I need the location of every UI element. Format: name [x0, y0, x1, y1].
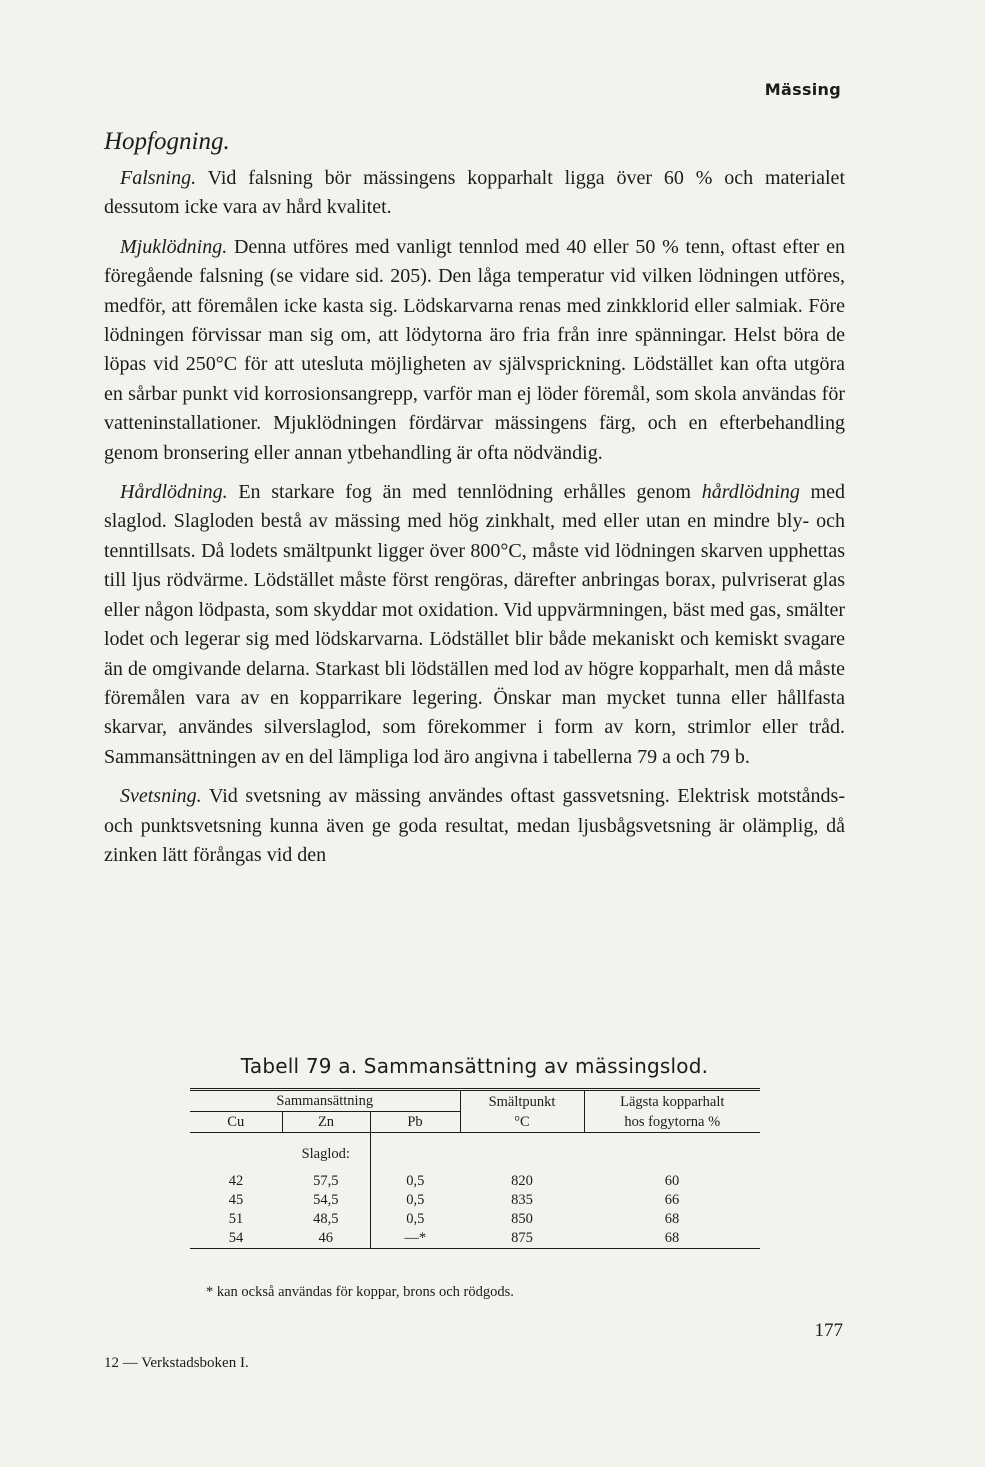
- table-row: [190, 1164, 760, 1191]
- cell-zn: 57,5: [313, 1173, 339, 1189]
- header-zn: Zn: [282, 1112, 370, 1133]
- cell-cu: 54: [228, 1230, 244, 1246]
- paragraph-hardlodning: [104, 478, 845, 772]
- cell-melt: 850: [511, 1211, 533, 1227]
- cell-pb: 0,5: [370, 1164, 460, 1191]
- cell-min: 68: [664, 1211, 680, 1227]
- header-min-copper-line2: hos fogytorna %: [624, 1113, 721, 1130]
- paragraph-falsning: [104, 164, 845, 223]
- paragraph-text: Vid svetsning av mässing användes oftast gassvetsning. Elektrisk motstånds- och punktsvetsning kunna även ge goda resultat, medan ljusbågsvetsning är olämplig, då zinken lätt förångas vid den: [104, 785, 845, 866]
- table-row: [190, 1229, 760, 1249]
- solder-composition-table: [190, 1088, 760, 1249]
- header-composition: Sammansättning: [190, 1090, 460, 1112]
- header-melting-point-line1: Smältpunkt: [488, 1093, 556, 1110]
- cell-min: 66: [664, 1192, 680, 1208]
- paragraph-text: En starkare fog än med tennlödning erhålles genom: [227, 481, 702, 504]
- inline-term: hårdlödning: [701, 481, 800, 504]
- paragraph-svetsning: [104, 782, 845, 870]
- paragraph-mjuklodning: [104, 233, 845, 468]
- table-title: Tabell 79 a. Sammansättning av mässingslod.: [240, 1054, 709, 1078]
- paragraph-text: Denna utföres med vanligt tennlod med 40 eller 50 % tenn, oftast efter en föregående falsning (se vidare sid. 205). Den låga temperatur vid vilken lödningen utföres, medför, att föremålen icke kasta sig. Lödskarvarna renas med zinkklorid eller salmiak. Före lödningen förvissar man sig om, att lödytorna äro fria från inre spänningar. Helst böra de löpas vid 250°C för att utesluta möjligheten av självsprickning. Lödstället kan ofta utgöra en sårbar punkt vid korrosionsangrepp, varför man ej löder föremål, som skola användas för vatteninstallationer. Mjuklödningen fördärvar mässingens färg, och en efterbehandling genom bronsering eller annan ytbehandling är ofta nödvändig.: [104, 235, 845, 464]
- cell-min: 68: [664, 1230, 680, 1246]
- lead-term: Falsning.: [120, 167, 197, 189]
- running-head: Mässing: [764, 80, 841, 99]
- paragraph-text: med slaglod. Slagloden bestå av mässing med hög zinkhalt, med eller utan en mindre bly- och tenntillsats. Då lodets smältpunkt ligger över 800°C, måste vid lödningen skarven upphettas till ljus rödvärme. Lödstället måste först rengöras, därefter anbringas borax, pulvriserat glas eller någon lödpasta, som skyddar mot oxidation. Vid uppvärmningen, bäst med gas, smälter lodet och legerar sig med lödskarvarna. Lödstället blir både mekaniskt och kemiskt svagare än de omgivande delarna. Starkast bli lödställen med lod av högre kopparhalt, men då måste föremålen vara av en kopparrikare legering. Önskar man mycket tunna eller hållfasta skarvar, användes silverslaglod, som förekommer i form av korn, strimlor eller tråd. Sammansättningen av en del lämpliga lod äro angivna i tabellerna 79 a och 79 b.: [104, 481, 845, 768]
- table-row: [190, 1191, 760, 1210]
- header-min-copper-line1: Lägsta kopparhalt: [620, 1093, 725, 1110]
- table-row: [190, 1210, 760, 1229]
- body-text: [104, 164, 845, 880]
- cell-cu: 42: [228, 1173, 244, 1189]
- table-footnote: * kan också användas för koppar, brons och rödgods.: [206, 1284, 514, 1300]
- lead-term: Mjuklödning.: [120, 235, 228, 258]
- cell-cu: 51: [228, 1211, 244, 1227]
- cell-zn: 48,5: [313, 1211, 339, 1227]
- paragraph-text: Vid falsning bör mässingens kopparhalt ligga över 60 % och materialet dessutom icke vara av hård kvalitet.: [104, 167, 845, 219]
- header-melting-point-line2: °C: [514, 1113, 530, 1130]
- cell-melt: 820: [511, 1173, 533, 1189]
- cell-zn: 54,5: [313, 1192, 339, 1208]
- subheading-slaglod: Slaglod:: [301, 1146, 350, 1162]
- section-heading: Hopfogning.: [104, 128, 230, 155]
- cell-min: 60: [664, 1173, 680, 1189]
- lead-term: Hårdlödning.: [120, 481, 228, 504]
- cell-pb: —*: [370, 1229, 460, 1249]
- cell-cu: 45: [228, 1192, 244, 1208]
- cell-zn: 46: [318, 1230, 333, 1246]
- cell-pb: 0,5: [370, 1191, 460, 1210]
- cell-pb: 0,5: [370, 1210, 460, 1229]
- cell-melt: 835: [511, 1192, 533, 1208]
- header-pb: Pb: [370, 1112, 460, 1133]
- page-number: 177: [814, 1320, 843, 1341]
- header-cu: Cu: [190, 1112, 282, 1133]
- footer-signature: 12 — Verkstadsboken I.: [104, 1355, 249, 1371]
- cell-melt: 875: [511, 1230, 533, 1246]
- header-min-copper: [584, 1090, 760, 1133]
- lead-term: Svetsning.: [120, 785, 202, 808]
- header-melting-point: [460, 1090, 584, 1133]
